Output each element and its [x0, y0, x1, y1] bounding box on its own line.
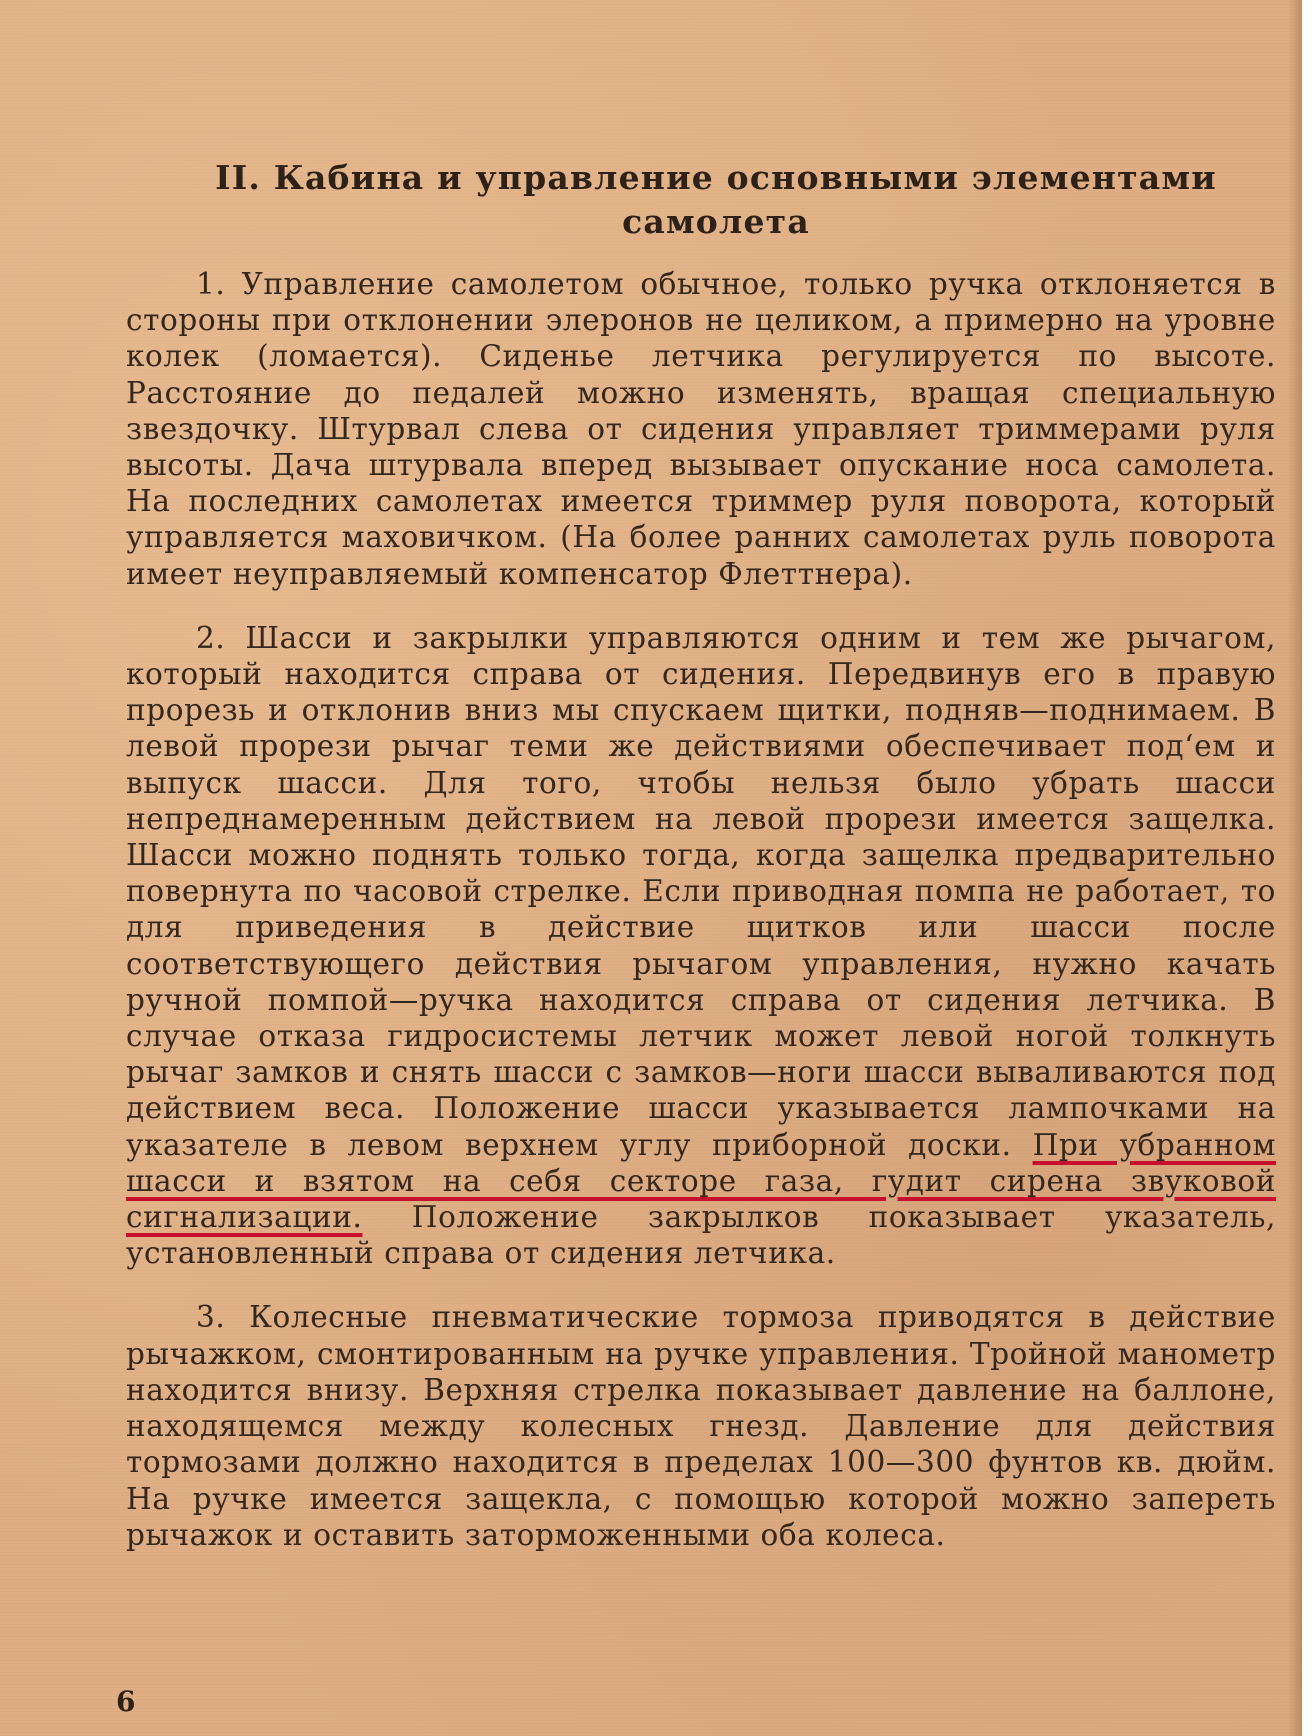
paragraph-2-text-after: Положение закрылков показывает указатель, установленный справа от сидения летчика.: [126, 1200, 1276, 1271]
paragraph-1: 1. Управление самолетом обычное, только ручка отклоняется в стороны при отклонении элеронов не целиком, а примерно на уровне колек (ломается). Сиденье летчика регулируется по высоте. Расстояние до педалей можно изменять, вращая специальную звездочку. Штурвал слева от сидения управляет триммерами руля высоты. Дача штурвала вперед вызывает опускание носа самолета. На последних самолетах имеется триммер руля поворота, который управляется маховичком. (На более ранних самолетах руль поворота имеет неуправляемый компенсатор Флеттнера).: [126, 267, 1276, 591]
page-edge-shadow: [1288, 0, 1302, 1736]
page-number: 6: [116, 1685, 136, 1718]
chapter-heading: [156, 156, 1276, 244]
paragraph-2: [126, 620, 1276, 1272]
chapter-heading-line-1: II. Кабина и управление основными элементами: [215, 158, 1217, 197]
red-underlined-passage: При убранном шасси и взятом на себя секторе газа, гудит сирена звуковой сигнализации.: [126, 1127, 1276, 1235]
chapter-heading-line-2: самолета: [622, 202, 810, 241]
page-content: [126, 156, 1276, 1553]
paragraph-3: 3. Колесные пневматические тормоза приводятся в действие рычажком, смонтированным на ручке управления. Тройной манометр находится внизу. Верхняя стрелка показывает давление на баллоне, находящемся между колесных гнезд. Давление для действия тормозами должно находится в пределах 100—300 фунтов кв. дюйм. На ручке имеется защекла, с помощью которой можно запереть рычажок и оставить заторможенными оба колеса.: [126, 1300, 1276, 1552]
paragraph-2-text-before: 2. Шасси и закрылки управляются одним и тем же рычагом, который находится справа от сидения. Передвинув его в правую прорезь и отклонив вниз мы спускаем щитки, подняв—поднимаем. В левой прорези рычаг теми же действиями обеспечивает под‘ем и выпуск шасси. Для того, чтобы нельзя было убрать шасси непреднамеренным действием на левой прорези имеется защелка. Шасси можно поднять только тогда, когда защелка предварительно повернута по часовой стрелке. Если приводная помпа не работает, то для приведения в действие щитков или шасси после соответствующего действия рычагом управления, нужно качать ручной помпой—ручка находится справа от сидения летчика. В случае отказа гидросистемы летчик может левой ногой толкнуть рычаг замков и снять шасси с замков—ноги шасси вываливаются под действием веса. Положение шасси указывается лампочками на указателе в левом верхнем углу приборной доски.: [126, 620, 1276, 1162]
